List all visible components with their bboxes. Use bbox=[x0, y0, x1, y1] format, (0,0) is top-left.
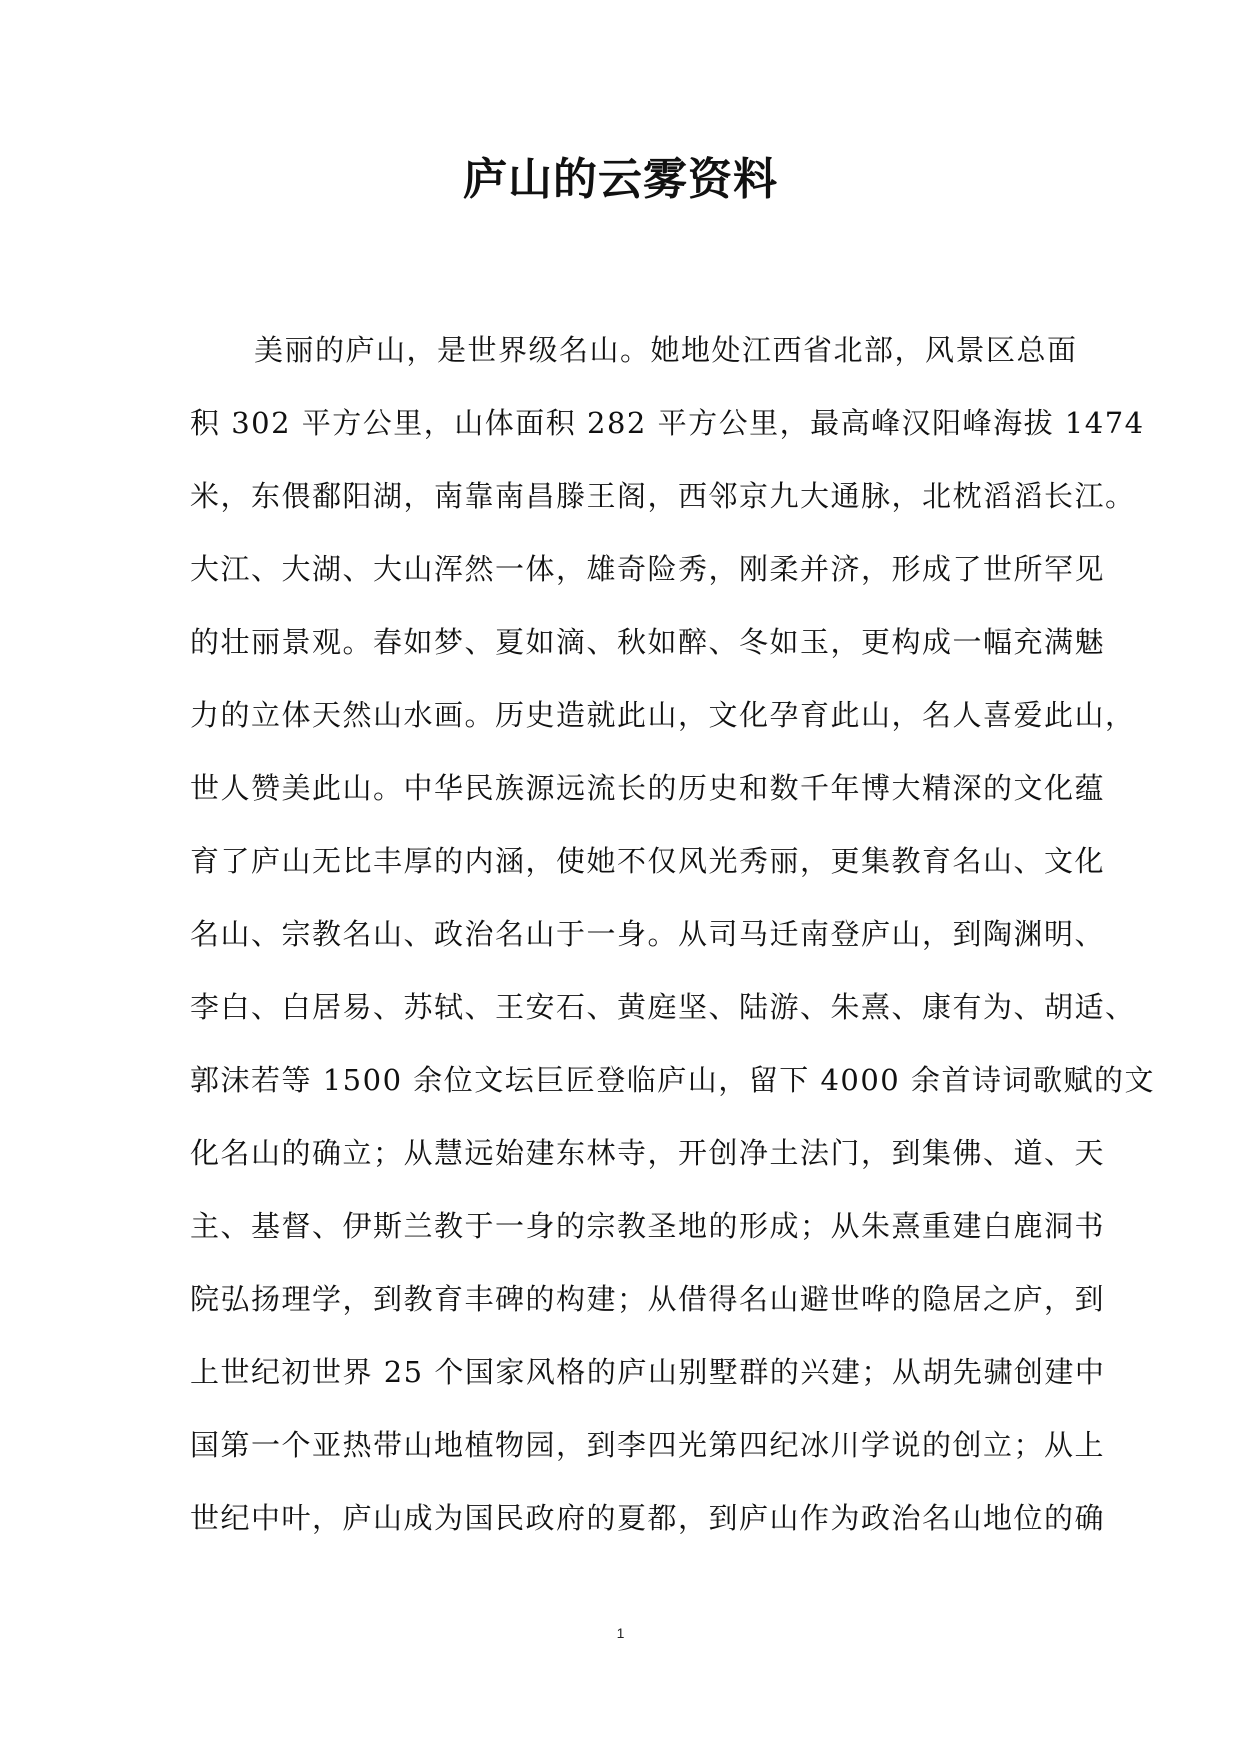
body-text bbox=[190, 330, 1155, 1571]
text-line: 积 302 平方公里，山体面积 282 平方公里，最高峰汉阳峰海拔 1474 bbox=[190, 406, 1145, 440]
text-line: 米，东偎鄱阳湖，南靠南昌滕王阁，西邻京九大通脉，北枕滔滔长江。 bbox=[190, 479, 1136, 513]
text-line: 世纪中叶，庐山成为国民政府的夏都，到庐山作为政治名山地位的确 bbox=[190, 1501, 1106, 1535]
text-line: 上世纪初世界 25 个国家风格的庐山别墅群的兴建；从胡先骕创建中 bbox=[190, 1355, 1106, 1389]
text-line: 世人赞美此山。中华民族源远流长的历史和数千年博大精深的文化蕴 bbox=[190, 771, 1106, 805]
text-line: 郭沫若等 1500 余位文坛巨匠登临庐山，留下 4000 余首诗词歌赋的文 bbox=[190, 1063, 1155, 1097]
text-line: 力的立体天然山水画。历史造就此山，文化孕育此山，名人喜爱此山， bbox=[190, 698, 1136, 732]
document-title: 庐山的云雾资料 bbox=[463, 154, 778, 205]
text-line: 院弘扬理学，到教育丰碑的构建；从借得名山避世哗的隐居之庐，到 bbox=[190, 1282, 1106, 1316]
text-line: 国第一个亚热带山地植物园，到李四光第四纪冰川学说的创立；从上 bbox=[190, 1428, 1106, 1462]
text-line: 的壮丽景观。春如梦、夏如滴、秋如醉、冬如玉，更构成一幅充满魅 bbox=[190, 625, 1106, 659]
text-line: 李白、白居易、苏轼、王安石、黄庭坚、陆游、朱熹、康有为、胡适、 bbox=[190, 990, 1136, 1024]
text-line: 育了庐山无比丰厚的内涵，使她不仅风光秀丽，更集教育名山、文化 bbox=[190, 844, 1106, 878]
text-line: 名山、宗教名山、政治名山于一身。从司马迁南登庐山，到陶渊明、 bbox=[190, 917, 1106, 951]
page-number: 1 bbox=[616, 1625, 625, 1641]
text-line: 主、基督、伊斯兰教于一身的宗教圣地的形成；从朱熹重建白鹿洞书 bbox=[190, 1209, 1106, 1243]
text-line: 化名山的确立；从慧远始建东林寺，开创净土法门，到集佛、道、天 bbox=[190, 1136, 1106, 1170]
text-line: 大江、大湖、大山浑然一体，雄奇险秀，刚柔并济，形成了世所罕见 bbox=[190, 552, 1106, 586]
text-line: 美丽的庐山，是世界级名山。她地处江西省北部，风景区总面 bbox=[254, 333, 1078, 367]
